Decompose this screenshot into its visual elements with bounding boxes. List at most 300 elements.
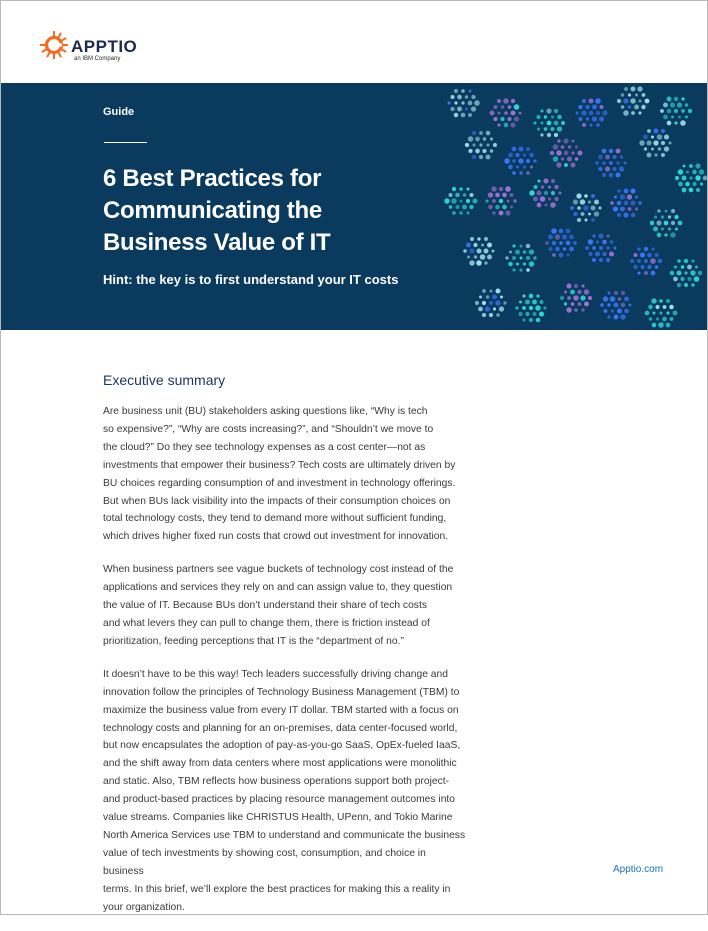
pattern-dot bbox=[598, 167, 602, 171]
pattern-dot bbox=[545, 204, 548, 207]
pattern-dot bbox=[465, 143, 469, 147]
pattern-dot bbox=[684, 283, 688, 287]
pattern-dot bbox=[485, 306, 490, 311]
pattern-dot bbox=[656, 318, 659, 321]
pattern-dot bbox=[537, 179, 540, 182]
pattern-dot bbox=[670, 271, 674, 275]
pattern-dot bbox=[472, 155, 476, 159]
pattern-dot bbox=[519, 244, 522, 247]
paragraph-line: terms. In this brief, we’ll explore the best practices for making this a reality in bbox=[103, 883, 451, 895]
pattern-dot bbox=[573, 295, 578, 300]
pattern-dot bbox=[637, 271, 640, 274]
pattern-dot bbox=[595, 251, 600, 256]
pattern-dot bbox=[466, 199, 470, 203]
pattern-dot bbox=[658, 147, 661, 150]
paragraph-2 bbox=[103, 561, 469, 651]
pattern-dot bbox=[561, 121, 565, 125]
pattern-dot bbox=[454, 89, 458, 93]
pattern-dot bbox=[573, 241, 577, 245]
pattern-dot bbox=[532, 300, 537, 305]
pattern-dot bbox=[461, 89, 464, 92]
pattern-dot bbox=[474, 100, 480, 106]
pattern-dot bbox=[668, 141, 671, 144]
pattern-dot bbox=[533, 121, 536, 124]
pattern-dot bbox=[604, 309, 608, 313]
pattern-dot bbox=[588, 252, 592, 256]
pattern-dot bbox=[585, 246, 589, 250]
pattern-dot bbox=[630, 259, 634, 263]
pattern-dot bbox=[454, 113, 458, 117]
pattern-dot bbox=[650, 258, 656, 264]
paragraph-line: investments that empower their business? Tech costs are ultimately driven by bbox=[103, 459, 456, 471]
pattern-dot bbox=[577, 290, 581, 294]
pattern-dot bbox=[658, 259, 662, 263]
pattern-dot bbox=[536, 115, 540, 119]
pattern-dot bbox=[516, 262, 519, 265]
pattern-dot bbox=[508, 165, 512, 169]
pattern-dot bbox=[689, 164, 693, 168]
pattern-dot bbox=[499, 211, 504, 216]
pattern-dot bbox=[512, 147, 517, 152]
paragraph-line: innovation follow the principles of Technology Business Management (TBM) to bbox=[103, 686, 460, 698]
pattern-dot bbox=[602, 240, 607, 245]
pattern-dot bbox=[656, 220, 661, 225]
pattern-dot bbox=[647, 253, 652, 258]
pattern-dot bbox=[544, 191, 548, 195]
pattern-dot bbox=[652, 323, 657, 328]
pattern-dot bbox=[631, 87, 636, 92]
pattern-dot bbox=[616, 173, 621, 178]
pattern-dot bbox=[667, 97, 672, 102]
pattern-dot bbox=[566, 283, 571, 288]
pattern-dot bbox=[512, 159, 515, 162]
pattern-dot bbox=[646, 140, 651, 145]
pattern-dot bbox=[514, 104, 520, 110]
pattern-dot bbox=[637, 247, 640, 250]
pattern-dot bbox=[574, 284, 578, 288]
pattern-dot bbox=[623, 98, 628, 103]
pattern-dot bbox=[488, 205, 493, 210]
pattern-dot bbox=[582, 123, 586, 127]
pattern-dot bbox=[644, 247, 648, 251]
pattern-dot bbox=[482, 313, 486, 317]
pattern-dot bbox=[523, 250, 527, 254]
pattern-dot bbox=[661, 129, 665, 133]
pattern-dot bbox=[657, 233, 662, 238]
pattern-dot bbox=[566, 253, 569, 256]
pattern-dot bbox=[554, 185, 558, 189]
pattern-dot bbox=[667, 121, 672, 126]
paragraph-line: total technology costs, they tend to demand more without sufficient funding, bbox=[103, 513, 447, 525]
pattern-dot bbox=[594, 211, 599, 216]
pattern-dot bbox=[547, 121, 552, 126]
pattern-dot bbox=[692, 182, 696, 186]
pattern-dot bbox=[630, 98, 635, 103]
pattern-dot bbox=[486, 143, 489, 146]
pattern-dot bbox=[482, 149, 486, 153]
pattern-dot bbox=[563, 138, 568, 143]
pattern-dot bbox=[674, 109, 678, 113]
pattern-dot bbox=[552, 253, 556, 257]
pattern-dot bbox=[463, 249, 467, 253]
pattern-dot bbox=[529, 306, 533, 310]
pattern-dot bbox=[659, 299, 663, 303]
pattern-dot bbox=[624, 309, 629, 314]
pattern-dot bbox=[681, 265, 684, 268]
pattern-dot bbox=[588, 296, 592, 300]
pattern-dot bbox=[613, 246, 616, 249]
pattern-dot bbox=[670, 102, 675, 107]
pattern-dot bbox=[596, 241, 599, 244]
pattern-dot bbox=[598, 206, 601, 209]
pattern-dot bbox=[581, 308, 584, 311]
pattern-dot bbox=[624, 201, 629, 206]
pattern-dot bbox=[535, 305, 540, 310]
pattern-dot bbox=[509, 251, 512, 254]
pattern-dot bbox=[602, 161, 605, 164]
pattern-dot bbox=[489, 301, 493, 305]
pattern-dot bbox=[519, 171, 522, 174]
pattern-dot bbox=[559, 253, 564, 258]
pattern-dot bbox=[589, 123, 592, 126]
pattern-dot bbox=[651, 271, 656, 276]
pattern-dot bbox=[664, 221, 669, 226]
pattern-dot bbox=[486, 131, 491, 136]
pattern-dot bbox=[555, 234, 561, 240]
pattern-dot bbox=[644, 259, 648, 263]
pattern-dot bbox=[651, 247, 654, 250]
pattern-dot bbox=[671, 221, 675, 225]
pattern-dot bbox=[589, 111, 594, 116]
pattern-dot bbox=[529, 153, 534, 158]
pattern-dot bbox=[695, 163, 700, 168]
pattern-dot bbox=[624, 189, 629, 194]
pattern-dot bbox=[487, 255, 492, 260]
pattern-dot bbox=[503, 98, 508, 103]
pattern-dot bbox=[510, 193, 514, 197]
pattern-dot bbox=[543, 178, 548, 183]
paragraph-line: North America Services use TBM to understand and communicate the business bbox=[103, 829, 466, 841]
pattern-dot bbox=[619, 166, 624, 171]
pattern-dot bbox=[678, 221, 683, 226]
title-divider bbox=[104, 142, 147, 143]
pattern-dot bbox=[545, 241, 548, 244]
pattern-dot bbox=[678, 182, 683, 187]
pattern-dot bbox=[670, 232, 675, 237]
pattern-dot bbox=[483, 137, 486, 140]
pattern-dot bbox=[518, 312, 522, 316]
pattern-dot bbox=[595, 161, 598, 164]
pattern-dot bbox=[468, 136, 473, 141]
pattern-dot bbox=[554, 133, 558, 137]
pattern-dot bbox=[493, 105, 497, 109]
pattern-dot bbox=[512, 244, 515, 247]
pattern-dot bbox=[605, 166, 610, 171]
pattern-dot bbox=[613, 206, 618, 211]
pattern-dot bbox=[471, 106, 476, 111]
pattern-dot bbox=[465, 95, 468, 98]
paragraph-line: which drives higher fixed run costs that crowd out investment for innovation. bbox=[103, 531, 449, 543]
pattern-dot bbox=[473, 243, 477, 247]
pattern-dot bbox=[678, 116, 681, 119]
pattern-dot bbox=[609, 149, 613, 153]
pattern-dot bbox=[623, 212, 628, 217]
pattern-dot bbox=[470, 237, 474, 241]
pattern-dot bbox=[631, 201, 636, 206]
pattern-dot bbox=[556, 162, 561, 167]
pattern-dot bbox=[461, 101, 464, 104]
pattern-dot bbox=[533, 159, 536, 162]
pattern-dot bbox=[621, 105, 625, 109]
pattern-dot bbox=[666, 323, 671, 328]
pattern-dot bbox=[640, 253, 645, 258]
pattern-dot bbox=[476, 260, 481, 265]
pattern-dot bbox=[614, 291, 618, 295]
pattern-dot bbox=[692, 170, 696, 174]
pattern-dot bbox=[592, 116, 597, 121]
pattern-dot bbox=[505, 256, 508, 259]
pattern-dot bbox=[519, 268, 522, 271]
pattern-dot bbox=[455, 193, 460, 198]
pattern-dot bbox=[588, 200, 591, 203]
pattern-dot bbox=[569, 247, 574, 252]
paragraph-line: maximize the business value from every IT dollar. TBM started with a focus on bbox=[103, 704, 459, 716]
pattern-dot bbox=[544, 115, 547, 118]
pattern-dot bbox=[540, 109, 543, 112]
pattern-dot bbox=[537, 127, 540, 130]
pattern-dot bbox=[663, 305, 667, 309]
pattern-dot bbox=[455, 205, 459, 209]
pattern-dot bbox=[523, 319, 526, 322]
pattern-dot bbox=[468, 89, 471, 92]
pattern-dot bbox=[529, 261, 535, 267]
pattern-dot bbox=[653, 312, 656, 315]
pattern-dot bbox=[470, 249, 475, 254]
pattern-dot bbox=[666, 299, 670, 303]
pattern-dot bbox=[495, 205, 500, 210]
pattern-dot bbox=[520, 257, 523, 260]
pattern-dot bbox=[502, 205, 507, 210]
pattern-dot bbox=[500, 296, 503, 299]
paragraph-line: prioritization, feeding perceptions that IT is the “department of no.” bbox=[103, 635, 404, 647]
pattern-dot bbox=[651, 148, 654, 151]
pattern-dot bbox=[523, 165, 526, 168]
pattern-dot bbox=[583, 205, 588, 210]
pattern-dot bbox=[548, 186, 551, 189]
pattern-dot bbox=[575, 157, 579, 161]
pattern-dot bbox=[623, 161, 626, 164]
pattern-dot bbox=[515, 153, 519, 157]
pattern-dot bbox=[507, 200, 510, 203]
paragraph-line: value of tech investments by showing cost, consumption, and choice in business bbox=[103, 847, 426, 877]
paragraph-3 bbox=[103, 666, 469, 917]
pattern-dot bbox=[563, 247, 567, 251]
pattern-dot bbox=[493, 143, 497, 147]
pattern-dot bbox=[554, 109, 558, 113]
pattern-dot bbox=[668, 215, 671, 218]
pattern-dot bbox=[566, 241, 571, 246]
pattern-dot bbox=[561, 157, 564, 160]
pattern-dot bbox=[450, 107, 454, 111]
pattern-dot bbox=[611, 309, 614, 312]
pattern-dot bbox=[454, 101, 457, 104]
pattern-dot bbox=[688, 109, 692, 113]
pattern-dot bbox=[698, 271, 703, 276]
pattern-dot bbox=[635, 94, 638, 97]
pattern-dot bbox=[639, 140, 644, 145]
pattern-dot bbox=[526, 159, 530, 163]
pattern-dot bbox=[522, 306, 526, 310]
pattern-dot bbox=[451, 95, 455, 99]
pattern-dot bbox=[515, 306, 518, 309]
paragraph-line: It doesn’t have to be this way! Tech leaders successfully driving change and bbox=[103, 668, 448, 680]
pattern-dot bbox=[631, 213, 635, 217]
pattern-dot bbox=[510, 206, 513, 209]
pattern-dot bbox=[637, 86, 642, 91]
pattern-dot bbox=[475, 137, 480, 142]
pattern-dot bbox=[628, 207, 632, 211]
pattern-dot bbox=[533, 197, 538, 202]
pattern-dot bbox=[606, 258, 611, 263]
pattern-dot bbox=[620, 194, 626, 200]
pattern-dot bbox=[502, 193, 507, 198]
pattern-dot bbox=[550, 151, 554, 155]
pattern-dot bbox=[503, 301, 506, 304]
pattern-dot bbox=[677, 283, 681, 287]
pattern-dot bbox=[507, 117, 511, 121]
hero-banner bbox=[1, 83, 707, 330]
pattern-dot bbox=[665, 210, 668, 213]
pattern-dot bbox=[479, 296, 482, 299]
pattern-dot bbox=[553, 156, 559, 162]
paragraph-line: the cloud?” Do they see technology expenses as a cost center—not as bbox=[103, 441, 426, 453]
pattern-dot bbox=[584, 289, 590, 295]
paragraph-line: technology costs and planning for an on-premises, data center-focused world, bbox=[103, 722, 458, 734]
pattern-dot bbox=[465, 107, 468, 110]
pattern-dot bbox=[512, 171, 516, 175]
pattern-dot bbox=[682, 188, 687, 193]
pattern-dot bbox=[654, 129, 659, 134]
pattern-dot bbox=[647, 265, 651, 269]
pattern-dot bbox=[673, 311, 678, 316]
pattern-dot bbox=[647, 153, 652, 158]
pattern-dot bbox=[596, 111, 600, 115]
paragraph-line: and what levers they can pull to change them, there is friction instead of bbox=[103, 617, 430, 629]
pattern-dot bbox=[569, 235, 574, 240]
pattern-dot bbox=[703, 176, 707, 181]
pattern-dot bbox=[633, 265, 637, 269]
pattern-dot bbox=[564, 151, 569, 156]
pattern-dot bbox=[681, 109, 685, 113]
pattern-dot bbox=[591, 206, 596, 211]
pattern-dot bbox=[655, 305, 659, 309]
pattern-dot bbox=[621, 303, 626, 308]
pattern-dot bbox=[498, 112, 501, 115]
pattern-dot bbox=[573, 199, 578, 204]
pattern-dot bbox=[548, 198, 551, 201]
pattern-dot bbox=[522, 294, 525, 297]
pattern-dot bbox=[682, 176, 687, 181]
pattern-dot bbox=[540, 300, 544, 304]
pattern-dot bbox=[452, 211, 455, 214]
pattern-dot bbox=[654, 153, 657, 156]
pattern-dot bbox=[641, 105, 645, 109]
pattern-dot bbox=[685, 182, 689, 186]
pattern-dot bbox=[580, 295, 585, 300]
pattern-dot bbox=[644, 147, 647, 150]
pattern-dot bbox=[571, 151, 574, 154]
pattern-dot bbox=[555, 247, 560, 252]
pattern-dot bbox=[645, 311, 650, 316]
pattern-dot bbox=[497, 123, 500, 126]
pattern-dot bbox=[534, 185, 538, 189]
pattern-dot bbox=[492, 295, 497, 300]
pattern-dot bbox=[519, 301, 522, 304]
pattern-dot bbox=[577, 218, 581, 222]
pattern-dot bbox=[613, 314, 618, 319]
pattern-dot bbox=[644, 271, 648, 275]
pattern-dot bbox=[627, 194, 632, 199]
pattern-dot bbox=[493, 307, 496, 310]
pattern-dot bbox=[653, 227, 658, 232]
pattern-dot bbox=[582, 99, 586, 103]
title-line: Business Value of IT bbox=[103, 229, 331, 256]
pattern-dot bbox=[536, 190, 541, 195]
pattern-dot bbox=[508, 153, 513, 158]
pattern-dot bbox=[638, 111, 641, 114]
pattern-dot bbox=[674, 265, 677, 268]
pattern-dot bbox=[592, 258, 596, 262]
pattern-dot bbox=[530, 166, 533, 169]
pattern-dot bbox=[488, 192, 493, 197]
title-line: 6 Best Practices for bbox=[103, 165, 322, 192]
pattern-dot bbox=[677, 259, 681, 263]
pattern-dot bbox=[608, 292, 611, 295]
apptio-website-link[interactable]: Apptio.com bbox=[613, 864, 664, 875]
paragraph-line: so expensive?”, “Why are costs increasing?”, and “Shouldn’t we move to bbox=[103, 423, 434, 435]
pattern-dot bbox=[562, 234, 567, 239]
pattern-dot bbox=[687, 277, 691, 281]
pattern-dot bbox=[675, 176, 679, 180]
pattern-dot bbox=[486, 295, 490, 299]
pattern-dot bbox=[540, 196, 546, 202]
pattern-dot bbox=[482, 289, 486, 293]
pattern-dot bbox=[599, 105, 603, 109]
pattern-dot bbox=[648, 305, 653, 310]
pattern-dot bbox=[479, 131, 483, 135]
pattern-dot bbox=[559, 192, 562, 195]
pattern-dot bbox=[635, 207, 638, 210]
pattern-dot bbox=[457, 95, 462, 100]
pattern-dot bbox=[495, 193, 500, 198]
pattern-dot bbox=[460, 200, 463, 203]
pattern-dot bbox=[610, 240, 614, 244]
pattern-dot bbox=[553, 144, 559, 150]
pattern-dot bbox=[581, 212, 585, 216]
paragraph-line: Are business unit (BU) stakeholders asking questions like, “Why is tech bbox=[103, 406, 428, 417]
pattern-dot bbox=[559, 229, 564, 234]
pattern-dot bbox=[463, 193, 466, 196]
pattern-dot bbox=[511, 99, 515, 103]
pattern-dot bbox=[594, 200, 599, 205]
pattern-dot bbox=[492, 211, 496, 215]
pattern-dot bbox=[598, 155, 603, 160]
pattern-dot bbox=[474, 255, 477, 258]
pattern-dot bbox=[599, 116, 604, 121]
pattern-dot bbox=[550, 127, 554, 131]
apptio-sun-icon bbox=[40, 31, 68, 59]
paragraph-line: your organization. bbox=[103, 901, 185, 913]
